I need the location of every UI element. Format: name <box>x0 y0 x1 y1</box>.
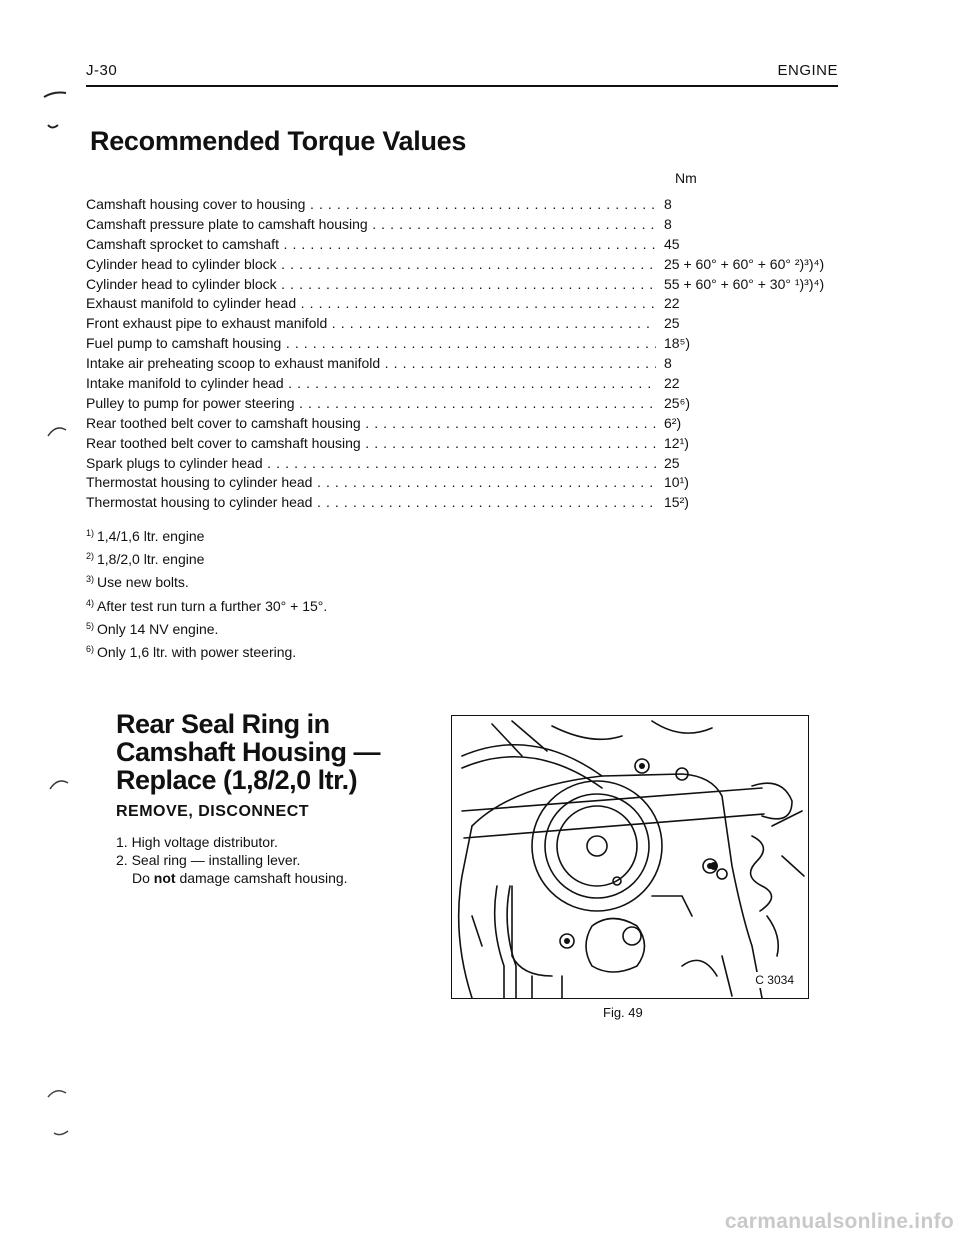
torque-value: 8 <box>661 195 764 215</box>
torque-row <box>86 414 746 434</box>
figure-illustration <box>451 715 809 999</box>
torque-description: Intake manifold to cylinder head . . . <box>86 374 656 394</box>
torque-row <box>86 354 746 374</box>
torque-description: Rear toothed belt cover to camshaft housing . . . <box>86 434 656 454</box>
note-emphasis: not <box>153 870 176 886</box>
torque-description: Front exhaust pipe to exhaust manifold . . . <box>86 314 656 334</box>
footnote-text: Only 14 NV engine. <box>97 620 219 637</box>
torque-row <box>86 255 825 275</box>
torque-row <box>86 195 746 215</box>
torque-value: 18⁵) <box>661 334 764 354</box>
section-heading-line: Rear Seal Ring in <box>116 709 330 739</box>
footnote-text: 1,4/1,6 ltr. engine <box>97 528 205 544</box>
section-title: ENGINE <box>777 62 838 79</box>
torque-value: 22 <box>661 374 764 394</box>
page-number: J-30 <box>86 62 118 79</box>
torque-description: Cylinder head to cylinder block . . . <box>86 275 656 295</box>
torque-row <box>86 394 746 414</box>
header-rule <box>86 85 838 87</box>
torque-row <box>86 374 746 394</box>
footnote-mark: 3) <box>86 574 95 585</box>
torque-description: Camshaft housing cover to housing . . . <box>86 195 656 215</box>
footnote <box>86 569 327 592</box>
torque-value: 25 <box>661 314 764 334</box>
torque-row <box>86 334 746 354</box>
figure-caption: Fig. 49 <box>603 1005 643 1020</box>
footnote-text: Only 1,6 ltr. with power steering. <box>97 644 297 661</box>
footnote <box>86 593 327 616</box>
torque-value: 12¹) <box>661 434 764 454</box>
torque-description: Exhaust manifold to cylinder head . . . <box>86 294 656 314</box>
procedure-step: 1. High voltage distributor. <box>116 834 278 850</box>
torque-value: 6²) <box>661 414 764 434</box>
procedure-step-note <box>116 869 348 887</box>
torque-value: 8 <box>661 215 764 235</box>
torque-value: 22 <box>661 294 764 314</box>
footnote-text: 1,8/2,0 ltr. engine <box>97 551 205 568</box>
procedure-steps <box>116 833 348 887</box>
torque-value: 55 + 60° + 60° + 30° ¹)³)⁴) <box>661 275 764 295</box>
footnotes <box>86 523 327 662</box>
torque-value: 8 <box>661 354 764 374</box>
torque-value: 25 + 60° + 60° + 60° ²)³)⁴) <box>661 255 764 275</box>
torque-value: 45 <box>661 235 764 255</box>
footnote <box>86 546 327 569</box>
footnote-mark: 6) <box>86 644 95 655</box>
section-heading <box>116 710 380 794</box>
torque-description: Rear toothed belt cover to camshaft housing . . . <box>86 414 656 434</box>
torque-value: 10¹) <box>661 473 764 493</box>
watermark: carmanualsonline.info <box>724 1210 954 1233</box>
note-suffix: damage camshaft housing. <box>175 870 348 886</box>
footnote-mark: 1) <box>86 528 95 538</box>
footnote <box>86 616 327 639</box>
camshaft-housing-drawing <box>452 716 808 998</box>
torque-description: Cylinder head to cylinder block . . . <box>86 255 656 275</box>
torque-row <box>86 454 746 474</box>
footnote-text: Use new bolts. <box>97 574 189 591</box>
margin-mark <box>46 422 70 442</box>
torque-description: Thermostat housing to cylinder head . . . <box>86 473 656 493</box>
torque-description: Fuel pump to camshaft housing . . . <box>86 334 656 354</box>
torque-value: 25 <box>661 454 764 474</box>
torque-description: Camshaft sprocket to camshaft . . . <box>86 235 656 255</box>
unit-label: Nm <box>675 170 697 186</box>
torque-row <box>86 215 746 235</box>
torque-row <box>86 314 746 334</box>
page-title: Recommended Torque Values <box>90 126 467 156</box>
torque-row <box>86 434 746 454</box>
footnote <box>86 639 327 662</box>
margin-mark <box>48 775 72 795</box>
margin-mark <box>46 1085 74 1145</box>
procedure-step: 2. Seal ring — installing lever. <box>116 852 301 868</box>
footnote-text: After test run turn a further 30° + 15°. <box>97 597 328 614</box>
footnote-mark: 5) <box>86 620 95 631</box>
torque-row <box>86 473 746 493</box>
torque-description: Spark plugs to cylinder head . . . <box>86 454 656 474</box>
torque-row <box>86 235 746 255</box>
torque-value: 25⁶) <box>661 394 764 414</box>
section-subheading: REMOVE, DISCONNECT <box>116 803 310 820</box>
torque-description: Camshaft pressure plate to camshaft housing . . . <box>86 215 656 235</box>
figure-code: C 3034 <box>755 973 794 987</box>
torque-row <box>86 493 746 513</box>
torque-description: Thermostat housing to cylinder head . . . <box>86 493 656 513</box>
margin-mark <box>40 85 80 145</box>
torque-description: Intake air preheating scoop to exhaust manifold . . . <box>86 354 656 374</box>
footnote-mark: 2) <box>86 551 95 562</box>
torque-rows <box>86 195 825 513</box>
footnote <box>86 523 327 546</box>
section-heading-line: Camshaft Housing — <box>116 737 381 767</box>
torque-row <box>86 275 825 295</box>
footnote-mark: 4) <box>86 597 95 608</box>
section-heading-line: Replace (1,8/2,0 ltr.) <box>116 765 358 795</box>
torque-value: 15²) <box>661 493 764 513</box>
torque-description: Pulley to pump for power steering . . . <box>86 394 656 414</box>
note-prefix: Do <box>132 870 154 886</box>
torque-row <box>86 294 746 314</box>
